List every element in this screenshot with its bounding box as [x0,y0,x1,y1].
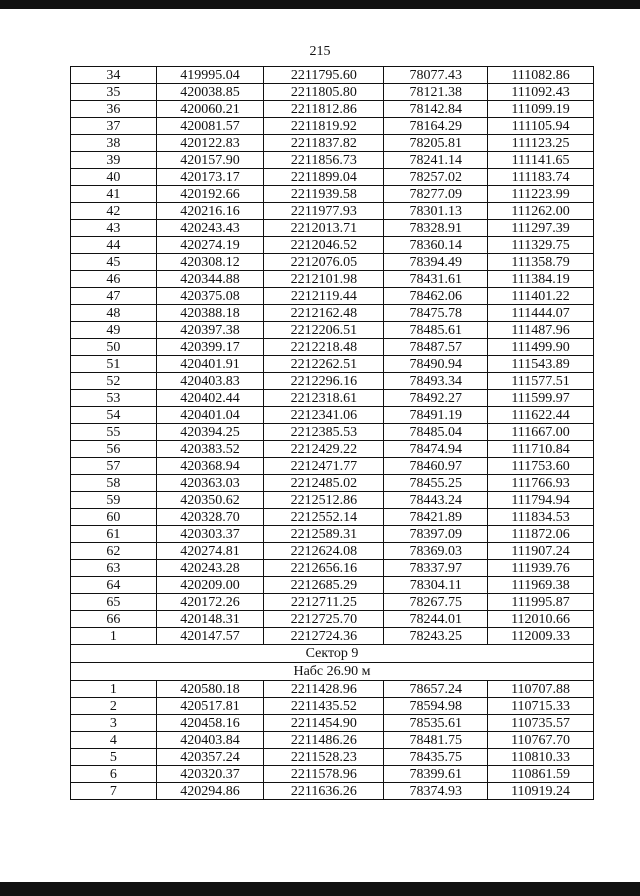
table-cell: 78481.75 [384,732,488,749]
table-row [71,681,594,698]
table-cell: 111766.93 [488,475,594,492]
table-cell: 78360.14 [384,237,488,254]
table-row [71,458,594,475]
table-cell: 110715.33 [488,698,594,715]
table-cell: 2211977.93 [264,203,384,220]
table-cell: 45 [71,254,157,271]
table-cell: 112010.66 [488,611,594,628]
table-cell: 420403.83 [156,373,264,390]
table-cell: 2212119.44 [264,288,384,305]
table-row [71,152,594,169]
table-row [71,715,594,732]
table-cell: 111223.99 [488,186,594,203]
table-cell: 111384.19 [488,271,594,288]
table-cell: 46 [71,271,157,288]
table-cell: 420274.81 [156,543,264,560]
table-cell: 420157.90 [156,152,264,169]
table-row [71,339,594,356]
table-cell: 420402.44 [156,390,264,407]
table-cell: 420401.91 [156,356,264,373]
table-cell: 420328.70 [156,509,264,526]
table-cell: 78462.06 [384,288,488,305]
table-cell: 2211805.80 [264,84,384,101]
table-cell: 64 [71,577,157,594]
table-cell: 78337.97 [384,560,488,577]
table-row [71,67,594,84]
table-row [71,407,594,424]
table-cell: 2212296.16 [264,373,384,390]
table-cell: 2211528.23 [264,749,384,766]
scan-border-top [0,0,640,9]
table-cell: 78485.04 [384,424,488,441]
table-cell: 2 [71,698,157,715]
table-cell: 2212724.36 [264,628,384,645]
table-cell: 35 [71,84,157,101]
table-row [71,237,594,254]
coordinates-table [70,66,594,800]
table-cell: 78490.94 [384,356,488,373]
table-cell: 61 [71,526,157,543]
table-cell: 420401.04 [156,407,264,424]
table-cell: 2211795.60 [264,67,384,84]
table-cell: 78492.27 [384,390,488,407]
table-cell: 2211435.52 [264,698,384,715]
table-cell: 111939.76 [488,560,594,577]
table-cell: 2212552.14 [264,509,384,526]
table-row [71,254,594,271]
table-cell: 78328.91 [384,220,488,237]
table-cell: 2212429.22 [264,441,384,458]
table-cell: 420320.37 [156,766,264,783]
table-cell: 420172.26 [156,594,264,611]
table-cell: 2212711.25 [264,594,384,611]
table-row [71,441,594,458]
table-cell: 2212262.51 [264,356,384,373]
table-cell: 78243.25 [384,628,488,645]
table-cell: 111753.60 [488,458,594,475]
table-cell: 78205.81 [384,135,488,152]
table-cell: 41 [71,186,157,203]
table-cell: 78657.24 [384,681,488,698]
table-cell: 78164.29 [384,118,488,135]
table-cell: 2211636.26 [264,783,384,800]
table-cell: 2212471.77 [264,458,384,475]
table-cell: 78435.75 [384,749,488,766]
table-cell: 2212512.86 [264,492,384,509]
table-cell: 49 [71,322,157,339]
table-row [71,424,594,441]
table-cell: 420216.16 [156,203,264,220]
table-cell: 78077.43 [384,67,488,84]
table-row [71,577,594,594]
table-row [71,509,594,526]
table-row [71,749,594,766]
table-cell: 2212485.02 [264,475,384,492]
table-cell: 78241.14 [384,152,488,169]
table-row [71,698,594,715]
table-cell: 78257.02 [384,169,488,186]
table-cell: 2212162.48 [264,305,384,322]
table-cell: 111667.00 [488,424,594,441]
table-cell: 111141.65 [488,152,594,169]
table-cell: 420173.17 [156,169,264,186]
table-cell: 66 [71,611,157,628]
table-cell: 78475.78 [384,305,488,322]
table-row [71,186,594,203]
table-cell: 420308.12 [156,254,264,271]
table-cell: 78304.11 [384,577,488,594]
table-cell: 111487.96 [488,322,594,339]
table-cell: 2211899.04 [264,169,384,186]
table-cell: 2212341.06 [264,407,384,424]
table-cell: 3 [71,715,157,732]
table-cell: 2212685.29 [264,577,384,594]
table-row [71,322,594,339]
table-row [71,611,594,628]
table-cell: 420081.57 [156,118,264,135]
sector-height: Набс 26.90 м [71,663,594,681]
table-cell: 78487.57 [384,339,488,356]
table-cell: 110861.59 [488,766,594,783]
table-cell: 57 [71,458,157,475]
table-cell: 111794.94 [488,492,594,509]
table-cell: 420580.18 [156,681,264,698]
table-cell: 39 [71,152,157,169]
table-cell: 78493.34 [384,373,488,390]
table-cell: 78277.09 [384,186,488,203]
sector-title-row [71,645,594,663]
table-cell: 1 [71,681,157,698]
table-cell: 2212046.52 [264,237,384,254]
table-cell: 50 [71,339,157,356]
table-row [71,305,594,322]
table-cell: 420147.57 [156,628,264,645]
table-row [71,594,594,611]
table-cell: 78301.13 [384,203,488,220]
table-cell: 111622.44 [488,407,594,424]
table-cell: 2211856.73 [264,152,384,169]
table-row [71,220,594,237]
table-cell: 44 [71,237,157,254]
table-cell: 78443.24 [384,492,488,509]
table-cell: 78399.61 [384,766,488,783]
table-row [71,373,594,390]
table-cell: 65 [71,594,157,611]
table-row [71,492,594,509]
table-cell: 419995.04 [156,67,264,84]
table-cell: 420397.38 [156,322,264,339]
table-cell: 2212656.16 [264,560,384,577]
table-row [71,101,594,118]
table-cell: 78121.38 [384,84,488,101]
table-row [71,203,594,220]
table-cell: 111401.22 [488,288,594,305]
table-cell: 420357.24 [156,749,264,766]
table-cell: 60 [71,509,157,526]
table-cell: 111329.75 [488,237,594,254]
table-cell: 420122.83 [156,135,264,152]
table-cell: 78267.75 [384,594,488,611]
scan-border-bottom [0,882,640,896]
table-cell: 111907.24 [488,543,594,560]
table-cell: 78431.61 [384,271,488,288]
table-cell: 6 [71,766,157,783]
table-cell: 2212101.98 [264,271,384,288]
table-cell: 420368.94 [156,458,264,475]
table-cell: 1 [71,628,157,645]
table-cell: 2211939.58 [264,186,384,203]
table-cell: 48 [71,305,157,322]
table-cell: 2212725.70 [264,611,384,628]
table-cell: 110767.70 [488,732,594,749]
table-cell: 78594.98 [384,698,488,715]
table-cell: 111599.97 [488,390,594,407]
table-row [71,766,594,783]
table-cell: 111872.06 [488,526,594,543]
table-cell: 111358.79 [488,254,594,271]
table-row [71,84,594,101]
table-cell: 2212218.48 [264,339,384,356]
table-row [71,732,594,749]
table-cell: 2212385.53 [264,424,384,441]
table-cell: 2211486.26 [264,732,384,749]
table-cell: 2211812.86 [264,101,384,118]
table-cell: 112009.33 [488,628,594,645]
table-cell: 55 [71,424,157,441]
table-cell: 420038.85 [156,84,264,101]
table-cell: 59 [71,492,157,509]
table-cell: 420243.43 [156,220,264,237]
table-cell: 111099.19 [488,101,594,118]
coordinates-table-body-a [71,67,594,645]
table-cell: 4 [71,732,157,749]
table-cell: 420458.16 [156,715,264,732]
table-row [71,135,594,152]
table-cell: 78535.61 [384,715,488,732]
table-row [71,288,594,305]
table-cell: 2211454.90 [264,715,384,732]
table-cell: 420350.62 [156,492,264,509]
table-cell: 78421.89 [384,509,488,526]
table-cell: 78491.19 [384,407,488,424]
table-cell: 111834.53 [488,509,594,526]
table-cell: 420294.86 [156,783,264,800]
table-cell: 420375.08 [156,288,264,305]
table-cell: 7 [71,783,157,800]
table-cell: 111092.43 [488,84,594,101]
table-cell: 111183.74 [488,169,594,186]
table-cell: 111499.90 [488,339,594,356]
table-cell: 2212013.71 [264,220,384,237]
table-cell: 2212624.08 [264,543,384,560]
table-cell: 78455.25 [384,475,488,492]
table-cell: 111082.86 [488,67,594,84]
table-cell: 111710.84 [488,441,594,458]
table-cell: 53 [71,390,157,407]
table-cell: 78374.93 [384,783,488,800]
table-row [71,628,594,645]
table-row [71,475,594,492]
table-row [71,783,594,800]
table-cell: 78142.84 [384,101,488,118]
table-row [71,271,594,288]
table-row [71,118,594,135]
table-cell: 420363.03 [156,475,264,492]
table-cell: 51 [71,356,157,373]
table-cell: 420383.52 [156,441,264,458]
table-cell: 47 [71,288,157,305]
table-cell: 56 [71,441,157,458]
table-cell: 78460.97 [384,458,488,475]
coordinates-table-body-b [71,681,594,800]
table-cell: 38 [71,135,157,152]
table-cell: 420274.19 [156,237,264,254]
table-cell: 420243.28 [156,560,264,577]
table-cell: 52 [71,373,157,390]
table-cell: 420060.21 [156,101,264,118]
table-cell: 42 [71,203,157,220]
table-cell: 78244.01 [384,611,488,628]
table-cell: 111577.51 [488,373,594,390]
table-cell: 62 [71,543,157,560]
table-cell: 110810.33 [488,749,594,766]
table-cell: 111123.25 [488,135,594,152]
table-cell: 78394.49 [384,254,488,271]
sector-height-row [71,663,594,681]
table-cell: 2211837.82 [264,135,384,152]
table-row [71,390,594,407]
table-cell: 78369.03 [384,543,488,560]
table-cell: 40 [71,169,157,186]
table-cell: 111543.89 [488,356,594,373]
table-row [71,543,594,560]
table-cell: 420517.81 [156,698,264,715]
table-cell: 43 [71,220,157,237]
table-cell: 2211578.96 [264,766,384,783]
table-row [71,356,594,373]
table-cell: 78485.61 [384,322,488,339]
table-cell: 420192.66 [156,186,264,203]
table-cell: 420148.31 [156,611,264,628]
table-cell: 420399.17 [156,339,264,356]
table-cell: 2212589.31 [264,526,384,543]
table-cell: 2212076.05 [264,254,384,271]
table-cell: 2212206.51 [264,322,384,339]
table-row [71,560,594,577]
table-cell: 420388.18 [156,305,264,322]
sector-title: Сектор 9 [71,645,594,663]
table-cell: 110707.88 [488,681,594,698]
table-cell: 34 [71,67,157,84]
table-row [71,169,594,186]
table-cell: 420403.84 [156,732,264,749]
table-cell: 5 [71,749,157,766]
table-cell: 2211819.92 [264,118,384,135]
table-cell: 110735.57 [488,715,594,732]
table-cell: 420344.88 [156,271,264,288]
table-cell: 78397.09 [384,526,488,543]
table-cell: 58 [71,475,157,492]
table-cell: 2212318.61 [264,390,384,407]
table-cell: 78474.94 [384,441,488,458]
table-cell: 2211428.96 [264,681,384,698]
table-cell: 111262.00 [488,203,594,220]
table-cell: 111995.87 [488,594,594,611]
table-cell: 63 [71,560,157,577]
table-cell: 111969.38 [488,577,594,594]
table-cell: 420394.25 [156,424,264,441]
sector-header [71,645,594,681]
table-cell: 111297.39 [488,220,594,237]
table-cell: 37 [71,118,157,135]
table-cell: 111444.07 [488,305,594,322]
table-cell: 36 [71,101,157,118]
table-cell: 110919.24 [488,783,594,800]
page-number: 215 [309,44,331,59]
table-cell: 420303.37 [156,526,264,543]
table-cell: 54 [71,407,157,424]
table-row [71,526,594,543]
table-cell: 111105.94 [488,118,594,135]
table-cell: 420209.00 [156,577,264,594]
